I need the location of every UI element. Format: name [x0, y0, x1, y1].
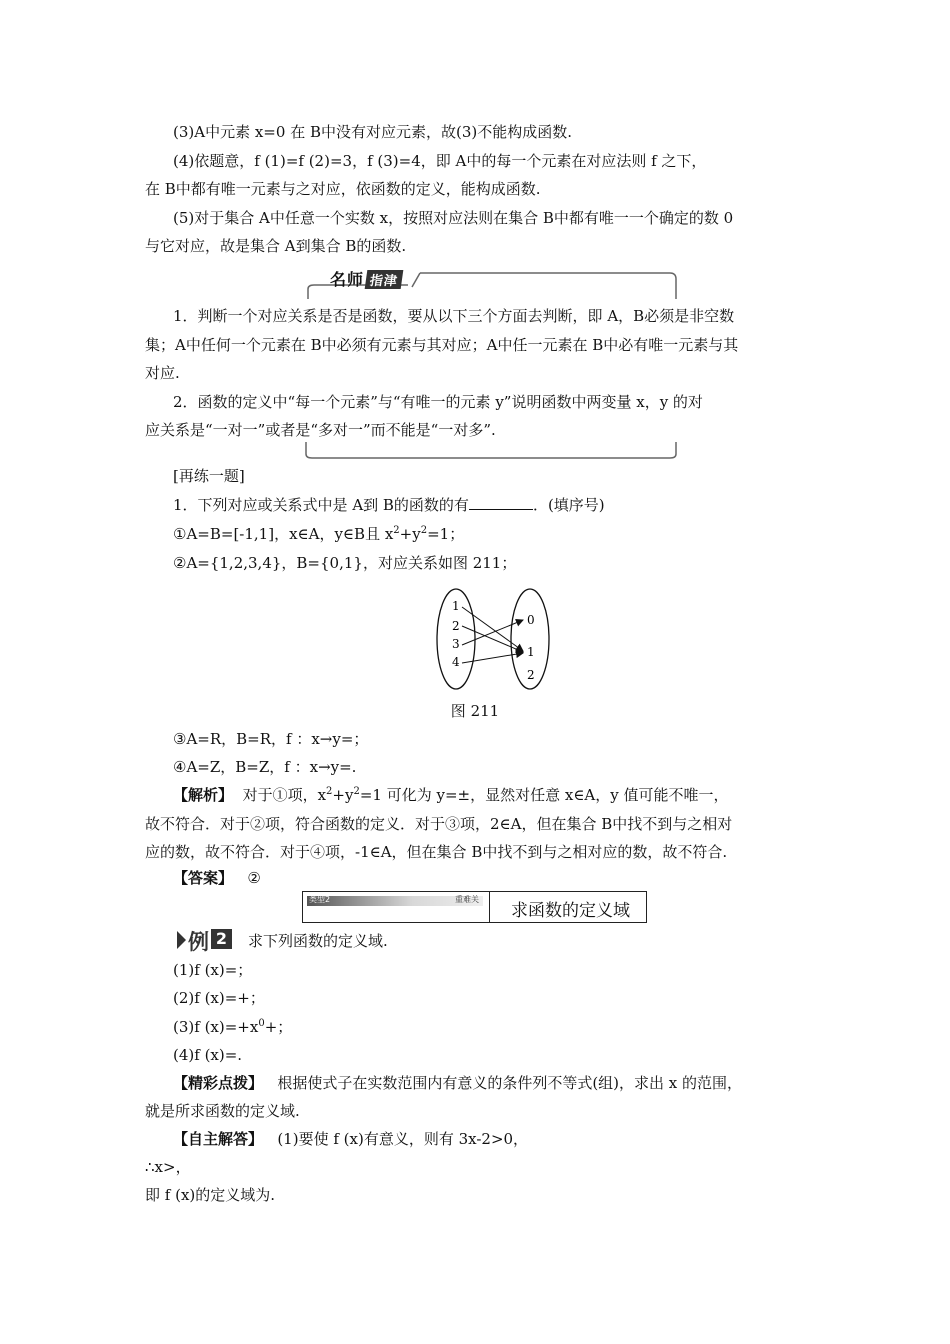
- set-a-element: 4: [452, 655, 460, 669]
- exponent: 2: [393, 525, 400, 536]
- solution-line-1: [173, 785, 729, 805]
- example-number: 2: [211, 929, 232, 949]
- tip-label-box: 指津: [365, 270, 404, 289]
- solution-tag: 【解析】: [173, 786, 234, 804]
- set-a-element: 2: [452, 619, 460, 633]
- example-item-3-a: (3)f (x)=+x: [173, 1018, 259, 1036]
- exponent: 2: [353, 786, 360, 797]
- hint-text: 根据使式子在实数范围内有意义的条件列不等式(组)，求出 x 的范围，: [277, 1074, 743, 1092]
- tip-line-5: 应关系是“一对一”或者是“多对一”而不能是“一对多”.: [145, 421, 496, 439]
- mapping-arrow: [462, 620, 523, 645]
- set-b-element: 2: [527, 668, 535, 682]
- hint-line-1: [173, 1073, 742, 1093]
- example-label: [177, 928, 233, 952]
- option-3: ③A=R，B=R，f ：x→y=；: [173, 730, 369, 748]
- option-1-a: ①A=B=[-1,1]，x∈A，y∈B且 x: [173, 525, 394, 543]
- example-item-3-b: +；: [264, 1018, 293, 1036]
- answer-blank: [469, 495, 533, 510]
- paragraph-5-line1: (5)对于集合 A中任意一个实数 x，按照对应法则在集合 B中都有唯一一个确定的数 0: [173, 209, 734, 227]
- exponent: 2: [420, 525, 428, 536]
- practice-header: [再练一题]: [173, 467, 245, 485]
- type-number: 类型2: [309, 895, 331, 904]
- self-solution-text: (1)要使 f (x)有意义，则有 3x-2>0，: [277, 1130, 529, 1148]
- self-solution-tag: 【自主解答】: [173, 1130, 264, 1148]
- solution-text: +y: [332, 786, 354, 804]
- type-header-tag: [303, 892, 490, 922]
- type-header-box: [302, 891, 647, 923]
- set-a-element: 1: [452, 599, 460, 613]
- option-2: ②A={1,2,3,4}，B={0,1}，对应关系如图 211；: [173, 554, 517, 572]
- option-1-c: =1；: [427, 525, 465, 543]
- option-1-b: +y: [399, 525, 421, 543]
- example-item-1: (1)f (x)=；: [173, 961, 253, 979]
- practice-question: [173, 495, 605, 515]
- figure-caption: 图 211: [450, 702, 500, 720]
- example-prompt: 求下列函数的定义域.: [248, 932, 388, 950]
- tip-line-1: 1．判断一个对应关系是否是函数，要从以下三个方面去判断，即 A，B必须是非空数: [173, 307, 735, 325]
- paragraph-5-line2: 与它对应，故是集合 A到集合 B的函数.: [145, 237, 407, 255]
- mapping-arrow: [462, 653, 523, 663]
- self-solution-line-2: ∴x>，: [145, 1158, 191, 1176]
- tip-label: [330, 267, 402, 290]
- tip-line-4: 2．函数的定义中“每一个元素”与“有唯一的元素 y”说明函数中两变量 x，y 的对: [173, 393, 703, 411]
- example-word: 例: [188, 930, 209, 954]
- hint-line-2: 就是所求函数的定义域.: [145, 1102, 300, 1120]
- self-solution-line-1: [173, 1129, 528, 1149]
- answer-line: [173, 868, 261, 888]
- practice-question-text: 1．下列对应或关系式中是 A到 B的函数的有: [173, 496, 469, 514]
- mapping-arrow: [462, 626, 523, 652]
- paragraph-3: (3)A中元素 x=0 在 B中没有对应元素，故(3)不能构成函数.: [173, 123, 572, 141]
- set-b-element: 1: [527, 645, 535, 659]
- mapping-diagram: [430, 587, 560, 691]
- self-solution-line-3: 即 f (x)的定义域为.: [145, 1186, 276, 1204]
- exponent: 2: [326, 786, 333, 797]
- tip-bottom-bracket: [304, 440, 678, 460]
- tip-label-text: 名师: [330, 270, 365, 289]
- play-triangle-icon: [177, 931, 186, 949]
- hint-tag: 【精彩点拨】: [173, 1074, 264, 1092]
- tip-line-2: 集；A中任何一个元素在 B中必须有元素与其对应；A中任一元素在 B中必有唯一元素与其: [145, 336, 739, 354]
- paragraph-4-line2: 在 B中都有唯一元素与之对应，依函数的定义，能构成函数.: [145, 180, 541, 198]
- type-level: 重难关: [455, 895, 479, 904]
- practice-question-suffix: ．(填序号): [532, 496, 605, 514]
- set-a-element: 3: [452, 637, 460, 651]
- example-item-3: [173, 1017, 292, 1037]
- option-4: ④A=Z，B=Z，f ：x→y=.: [173, 758, 357, 776]
- solution-text: 对于①项，x: [242, 786, 327, 804]
- option-1: [173, 524, 464, 544]
- set-b-element: 0: [527, 613, 535, 627]
- example-item-2: (2)f (x)=+；: [173, 989, 265, 1007]
- solution-line-2: 故不符合．对于②项，符合函数的定义．对于③项，2∈A，但在集合 B中找不到与之相对: [145, 815, 733, 833]
- paragraph-4-line1: (4)依题意，f (1)=f (2)=3，f (3)=4，即 A中的每一个元素在对应法则 f 之下，: [173, 152, 707, 170]
- tip-line-3: 对应.: [145, 364, 180, 382]
- answer-tag: 【答案】: [173, 869, 234, 887]
- type-title: 求函数的定义域: [511, 901, 630, 921]
- solution-line-3: 应的数，故不符合．对于④项，-1∈A，但在集合 B中找不到与之相对应的数，故不符合.: [145, 843, 728, 861]
- solution-text: =1 可化为 y=±，显然对任意 x∈A，y 值可能不唯一，: [359, 786, 729, 804]
- answer-value: ②: [247, 869, 261, 887]
- example-item-4: (4)f (x)=.: [173, 1046, 243, 1064]
- exponent: 0: [258, 1018, 265, 1029]
